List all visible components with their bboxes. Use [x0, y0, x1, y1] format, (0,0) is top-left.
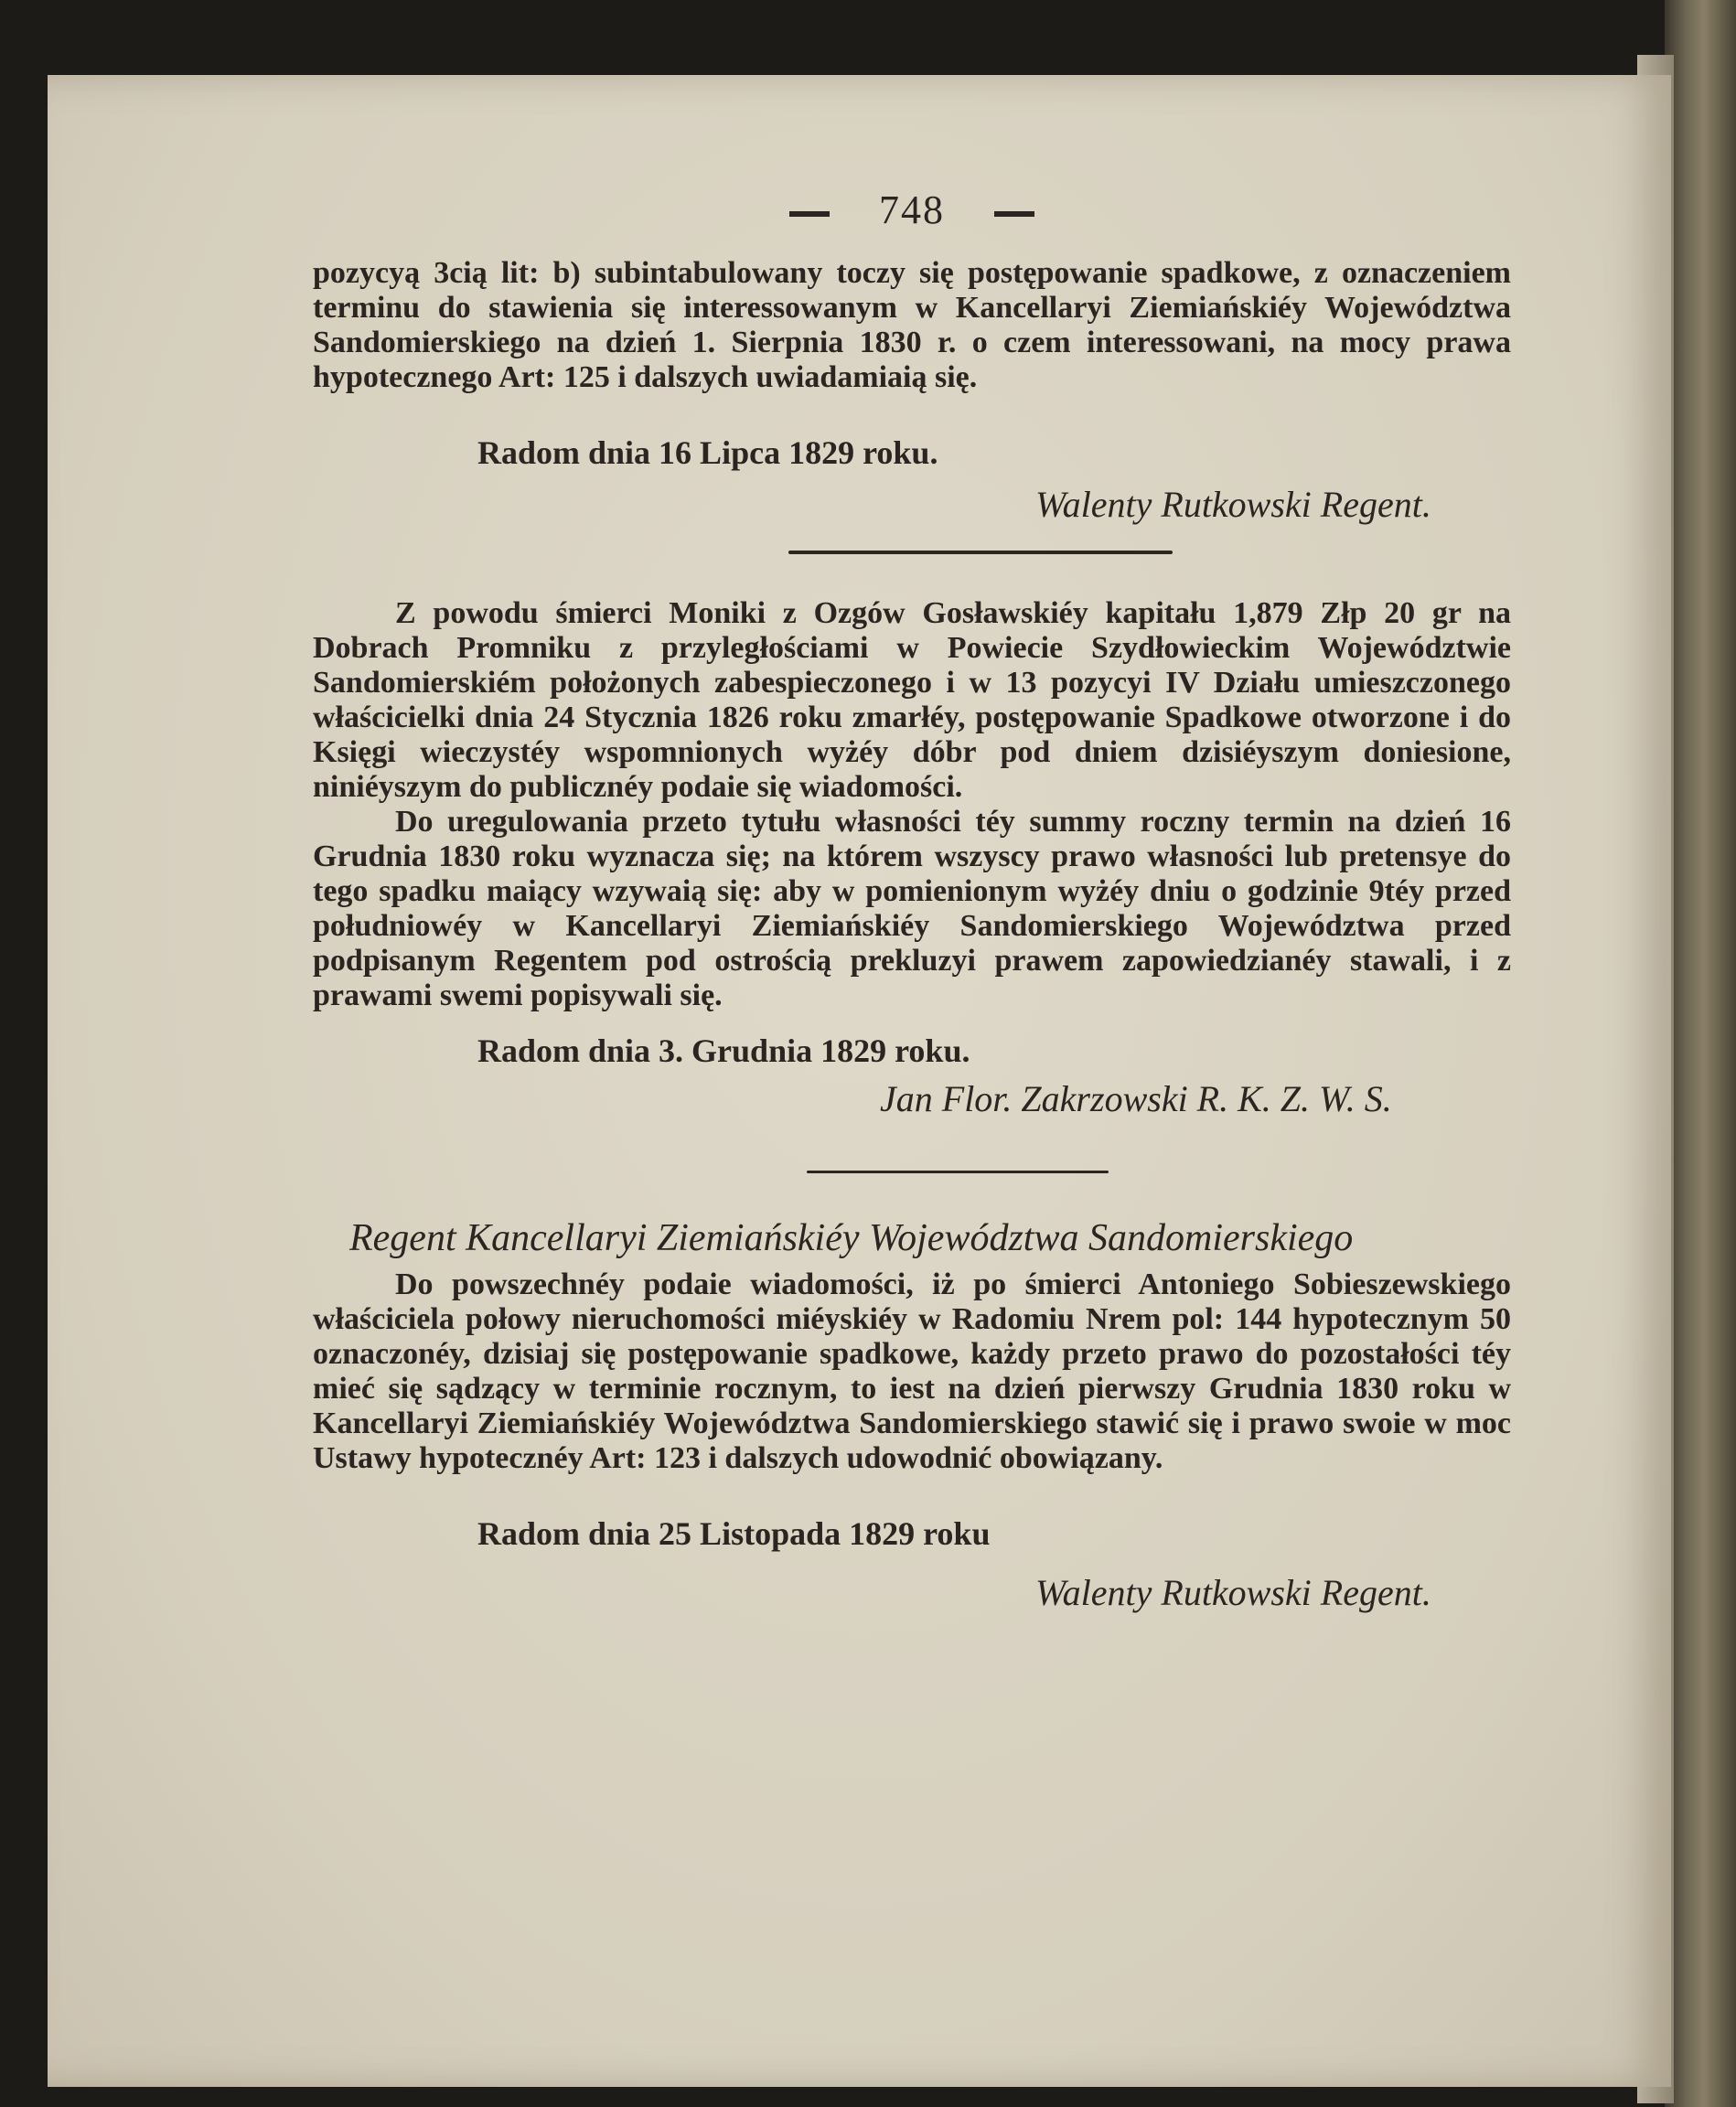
notice2-para1: Z powodu śmierci Moniki z Ozgów Gosławskiéy kapitału 1,879 Złp 20 gr na Dobrach Promniku z przyległościami w Powiecie Szydłowieckim Województwie Sandomierskiém położonych zabespieczonego i w 13 pozycyi IV Działu umieszczonego właścicielki dnia 24 Stycznia 1826 roku zmarłéy, postępowanie Spadkowe otworzone i do Księgi wieczystéy wspomnionych wyżéy dóbr pod dniem dzisiéyszym doniesione, niniéyszym do publicznéy podaie się wiadomości.	[313, 596, 1511, 804]
page-number: 748	[879, 187, 945, 232]
header-dash-left	[789, 211, 830, 217]
header-dash-right	[994, 211, 1034, 217]
notice3-text-block	[313, 1267, 1511, 1476]
notice1-text: pozycyą 3cią lit: b) subintabulowany toczy się postępowanie spadkowe, z oznaczeniem terminu do stawienia się interessowanym w Kancellaryi Ziemiańskiéy Województwa Sandomierskiego na dzień 1. Sierpnia 1830 r. o czem interessowani, na mocy prawa hypotecznego Art: 125 i dalszych uwiadamiaią się.	[313, 256, 1511, 394]
separator-rule	[788, 551, 1173, 554]
notice2-signature: Jan Flor. Zakrzowski R. K. Z. W. S.	[880, 1078, 1392, 1119]
notice3-signature: Walenty Rutkowski Regent.	[1035, 1572, 1431, 1613]
notice2-text-block	[313, 596, 1511, 1013]
notice3-text: Do powszechnéy podaie wiadomości, iż po śmierci Antoniego Sobieszewskiego właściciela połowy nieruchomości miéyskiéy w Radomiu Nrem pol: 144 hypotecznym 50 oznaczonéy, dzisiaj się postępowanie spadkowe, każdy przeto prawo do pozostałości téy mieć się sądzący w terminie rocznym, to iest na dzień pierwszy Grudnia 1830 roku w Kancellaryi Ziemiańskiéy Województwa Sandomierskiego stawić się i prawo swoie w moc Ustawy hypotecznéy Art: 123 i dalszych udowodnić obowiązany.	[313, 1267, 1511, 1475]
notice2-para2: Do uregulowania przeto tytułu własności téy summy roczny termin na dzień 16 Grudnia 1830 roku wyznacza się; na którem wszyscy prawo własności lub pretensye do tego spadku maiący wzywaią się: aby w pomienionym wyżéy dniu o godzinie 9téy przed południowéy w Kancellaryi Ziemiańskiéy Sandomierskiego Województwa przed podpisanym Regentem pod ostrością prekluzyi prawem zapowiedzianéy stawali, i z prawami swemi popisywali się.	[313, 805, 1511, 1012]
document-page	[48, 75, 1671, 2087]
notice3-heading: Regent Kancellaryi Ziemiańskiéy Województwa Sandomierskiego	[349, 1217, 1354, 1259]
notice1-signature: Walenty Rutkowski Regent.	[1035, 484, 1431, 525]
notice3-place-date: Radom dnia 25 Listopada 1829 roku	[477, 1515, 991, 1552]
notice1-text-block	[313, 256, 1511, 395]
separator-rule	[807, 1171, 1109, 1173]
notice2-place-date: Radom dnia 3. Grudnia 1829 roku.	[477, 1032, 970, 1069]
book-cover-edge	[1665, 0, 1736, 2107]
page-header	[313, 187, 1511, 233]
notice1-place-date: Radom dnia 16 Lipca 1829 roku.	[477, 434, 938, 471]
